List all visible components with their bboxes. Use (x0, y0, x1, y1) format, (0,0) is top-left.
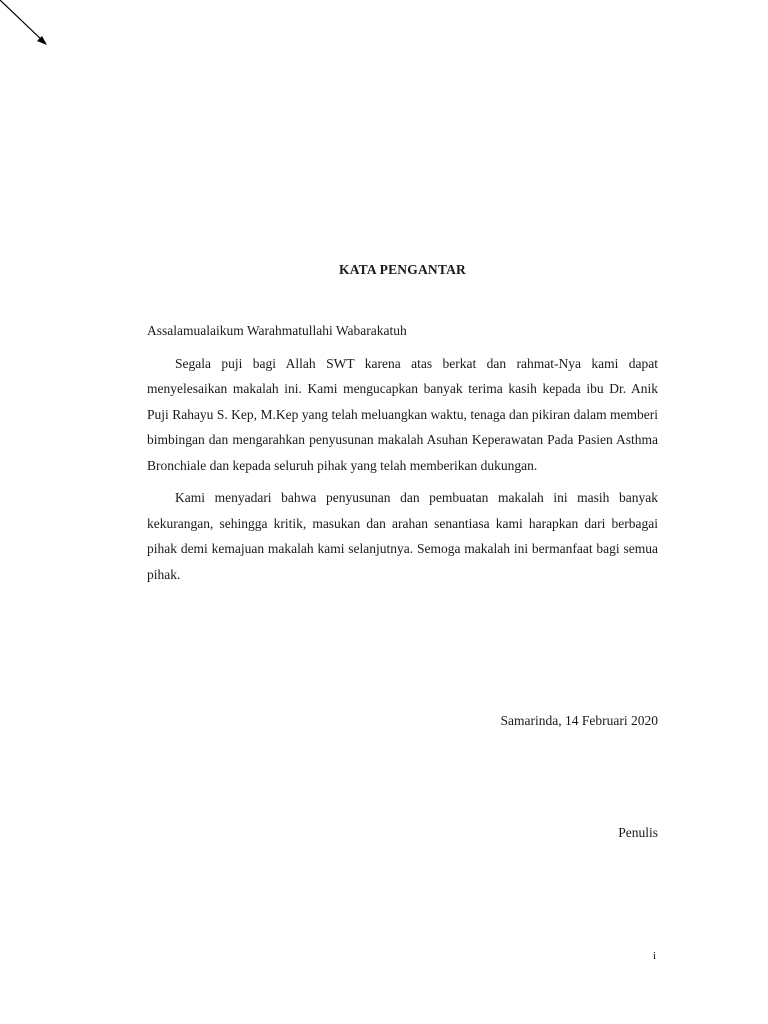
place-date: Samarinda, 14 Februari 2020 (500, 713, 658, 728)
signature: Penulis (618, 825, 658, 840)
paragraph-2: Kami menyadari bahwa penyusunan dan pembuatan makalah ini masih banyak kekurangan, sehingga kritik, masukan dan arahan senantiasa kami harapkan dari berbagai pihak demi kemajuan makalah kami selanjutnya. Semoga makalah ini bermanfaat bagi semua pihak. (147, 490, 658, 582)
page-title: KATA PENGANTAR (339, 262, 466, 277)
greeting: Assalamualaikum Warahmatullahi Wabarakatuh (147, 323, 407, 338)
document-body (147, 318, 658, 594)
page-number: i (653, 950, 657, 962)
paragraph-1: Segala puji bagi Allah SWT karena atas berkat dan rahmat-Nya kami dapat menyelesaikan makalah ini. Kami mengucapkan banyak terima kasih kepada ibu Dr. Anik Puji Rahayu S. Kep, M.Kep yang telah meluangkan waktu, tenaga dan pikiran dalam memberi bimbingan dan mengarahkan penyusunan makalah Asuhan Keperawatan Pada Pasien Asthma Bronchiale dan kepada seluruh pihak yang telah memberikan dukungan. (147, 355, 658, 473)
diagonal-arrow-icon (0, 0, 60, 60)
